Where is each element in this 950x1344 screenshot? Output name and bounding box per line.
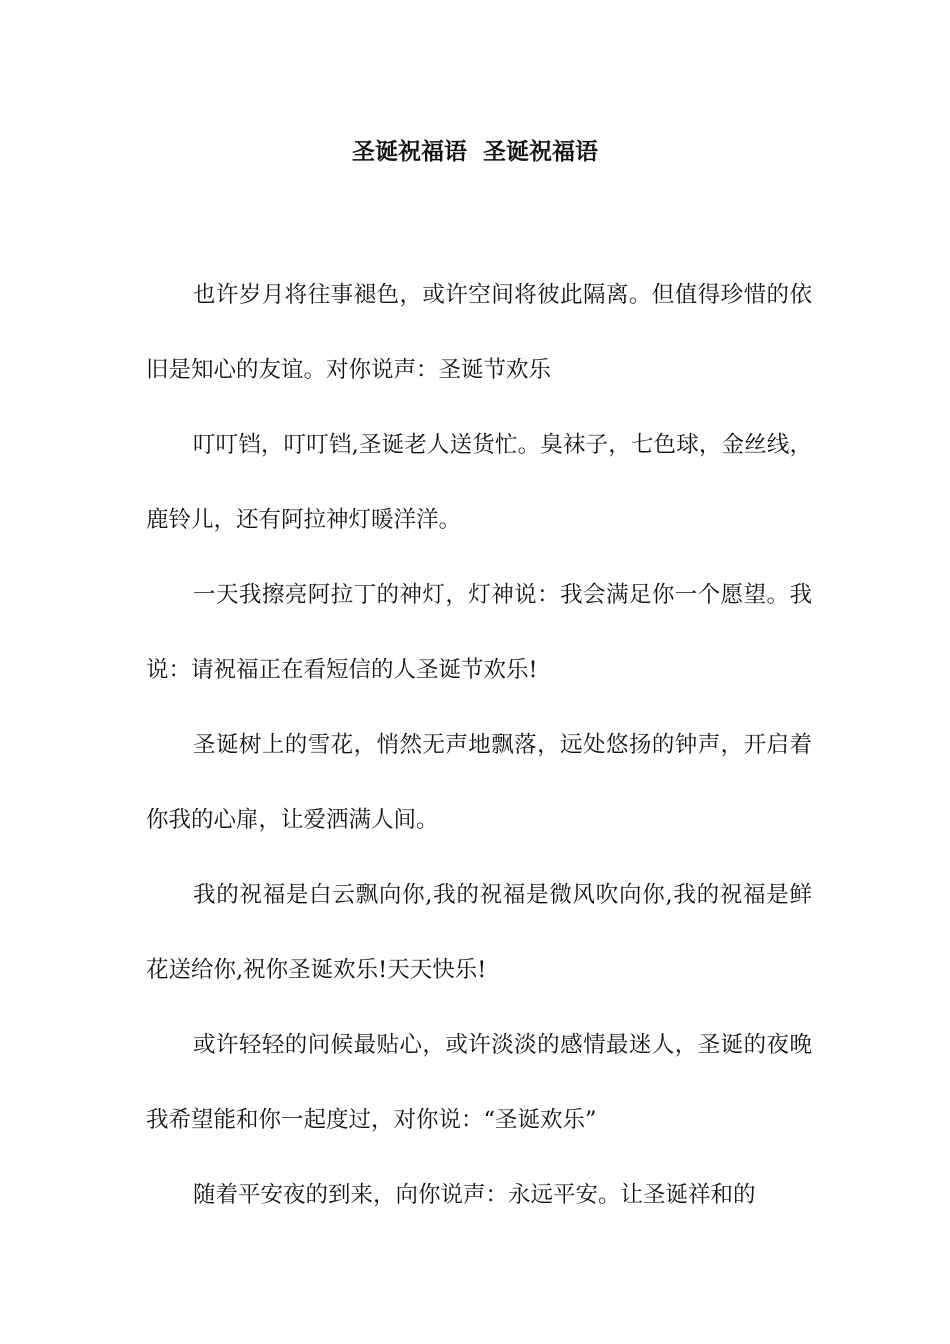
paragraph-2: 叮叮铛，叮叮铛,圣诞老人送货忙。臭袜子，七色球，金丝线，鹿铃儿，还有阿拉神灯暖洋洋。 (146, 432, 812, 533)
paragraph-5: 我的祝福是白云飘向你,我的祝福是微风吹向你,我的祝福是鲜花送给你,祝你圣诞欢乐!天天快乐! (146, 882, 812, 983)
document-title: 圣诞祝福语 圣诞祝福语 (351, 138, 598, 165)
paragraph-6: 或许轻轻的问候最贴心，或许淡淡的感情最迷人，圣诞的夜晚我希望能和你一起度过，对你说：“圣诞欢乐” (146, 1032, 812, 1133)
paragraph-4: 圣诞树上的雪花，悄然无声地飘落，远处悠扬的钟声，开启着你我的心扉，让爱洒满人间。 (146, 732, 812, 833)
paragraph-1: 也许岁月将往事褪色，或许空间将彼此隔离。但值得珍惜的依旧是知心的友谊。对你说声：圣诞节欢乐 (146, 282, 812, 383)
document-body (146, 258, 812, 1233)
paragraph-7: 随着平安夜的到来，向你说声：永远平安。让圣诞祥和的 (193, 1182, 756, 1208)
paragraph-3: 一天我擦亮阿拉丁的神灯，灯神说：我会满足你一个愿望。我说：请祝福正在看短信的人圣诞节欢乐! (146, 582, 812, 683)
